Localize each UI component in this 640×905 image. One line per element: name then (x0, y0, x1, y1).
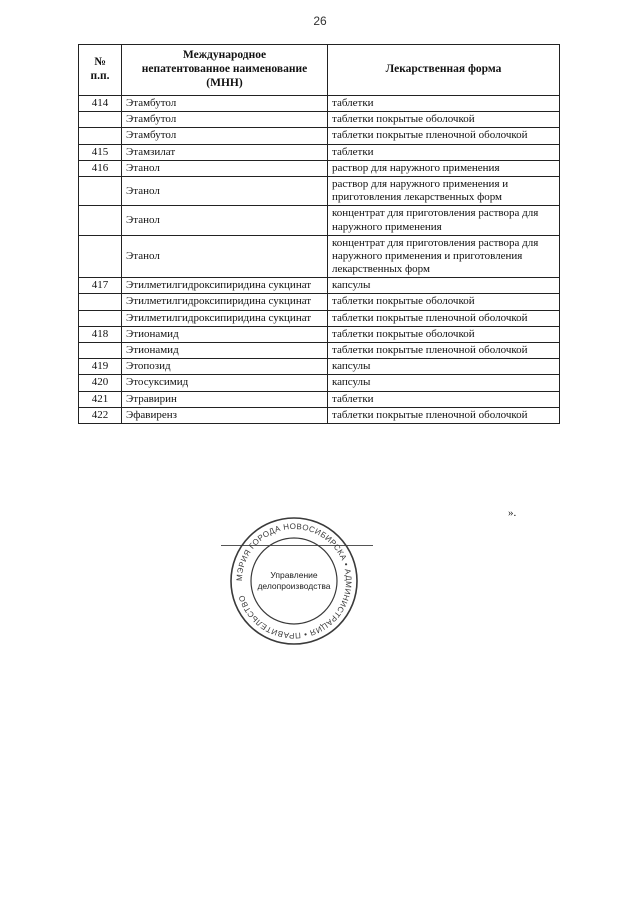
cell-form: раствор для наружного применения и приготовления лекарственных форм (328, 176, 560, 205)
table-row (79, 96, 560, 112)
table-row (79, 160, 560, 176)
table-row (79, 235, 560, 278)
cell-form: капсулы (328, 278, 560, 294)
cell-name: Этамбутол (122, 128, 328, 144)
stamp-center-line-2: делопроизводства (257, 581, 331, 591)
cell-name: Этосуксимид (122, 375, 328, 391)
cell-num (79, 310, 122, 326)
cell-num: 421 (79, 391, 122, 407)
cell-form: таблетки (328, 144, 560, 160)
page-number: 26 (313, 14, 327, 28)
cell-name: Этионамид (122, 326, 328, 342)
table-row (79, 359, 560, 375)
header-num: № п.п. (79, 45, 122, 96)
cell-num: 419 (79, 359, 122, 375)
cell-num (79, 176, 122, 205)
table-row (79, 176, 560, 205)
table-row (79, 128, 560, 144)
cell-form: таблетки покрытые оболочкой (328, 326, 560, 342)
cell-name: Этилметилгидроксипиридина сукцинат (122, 310, 328, 326)
cell-form: таблетки покрытые пленочной оболочкой (328, 343, 560, 359)
table-row (79, 206, 560, 235)
cell-form: таблетки покрытые оболочкой (328, 112, 560, 128)
closing-quote: ». (508, 507, 517, 519)
table-row (79, 391, 560, 407)
cell-name: Этамбутол (122, 112, 328, 128)
cell-form: таблетки покрытые пленочной оболочкой (328, 407, 560, 423)
cell-num: 422 (79, 407, 122, 423)
table-row (79, 278, 560, 294)
cell-name: Этопозид (122, 359, 328, 375)
table-row (79, 310, 560, 326)
cell-name: Этилметилгидроксипиридина сукцинат (122, 294, 328, 310)
cell-num (79, 235, 122, 278)
cell-num (79, 206, 122, 235)
cell-num (79, 112, 122, 128)
cell-num (79, 128, 122, 144)
cell-form: капсулы (328, 359, 560, 375)
cell-form: таблетки покрытые пленочной оболочкой (328, 128, 560, 144)
cell-num (79, 343, 122, 359)
cell-name: Этравирин (122, 391, 328, 407)
cell-name: Этамбутол (122, 96, 328, 112)
cell-form: таблетки покрытые пленочной оболочкой (328, 310, 560, 326)
table-row (79, 375, 560, 391)
cell-num: 418 (79, 326, 122, 342)
table-row (79, 407, 560, 423)
cell-form: концентрат для приготовления раствора для наружного применения и приготовления лекарственных форм (328, 235, 560, 278)
cell-name: Этилметилгидроксипиридина сукцинат (122, 278, 328, 294)
cell-num: 420 (79, 375, 122, 391)
cell-form: таблетки (328, 96, 560, 112)
table-row (79, 294, 560, 310)
table-row (79, 112, 560, 128)
stamp-center-line-1: Управление (270, 570, 318, 580)
cell-name: Этанол (122, 235, 328, 278)
cell-name: Этионамид (122, 343, 328, 359)
header-name: Международное непатентованное наименование (МНН) (122, 45, 328, 96)
cell-form: раствор для наружного применения (328, 160, 560, 176)
cell-name: Этамзилат (122, 144, 328, 160)
cell-form: капсулы (328, 375, 560, 391)
drug-table (78, 44, 560, 424)
stamp-ring-text: МЭРИЯ ГОРОДА НОВОСИБИРСКА • АДМИНИСТРАЦИЯ • ПРАВИТЕЛЬСТВО (234, 521, 354, 641)
cell-name: Этанол (122, 206, 328, 235)
cell-name: Этанол (122, 176, 328, 205)
cell-name: Этанол (122, 160, 328, 176)
cell-num: 414 (79, 96, 122, 112)
cell-num: 415 (79, 144, 122, 160)
table-row (79, 343, 560, 359)
cell-form: концентрат для приготовления раствора для наружного применения (328, 206, 560, 235)
cell-num (79, 294, 122, 310)
cell-form: таблетки (328, 391, 560, 407)
cell-form: таблетки покрытые оболочкой (328, 294, 560, 310)
header-form: Лекарственная форма (328, 45, 560, 96)
official-stamp (228, 515, 360, 647)
cell-name: Эфавиренз (122, 407, 328, 423)
table-row (79, 144, 560, 160)
cell-num: 417 (79, 278, 122, 294)
table-header-row (79, 45, 560, 96)
table-row (79, 326, 560, 342)
cell-num: 416 (79, 160, 122, 176)
